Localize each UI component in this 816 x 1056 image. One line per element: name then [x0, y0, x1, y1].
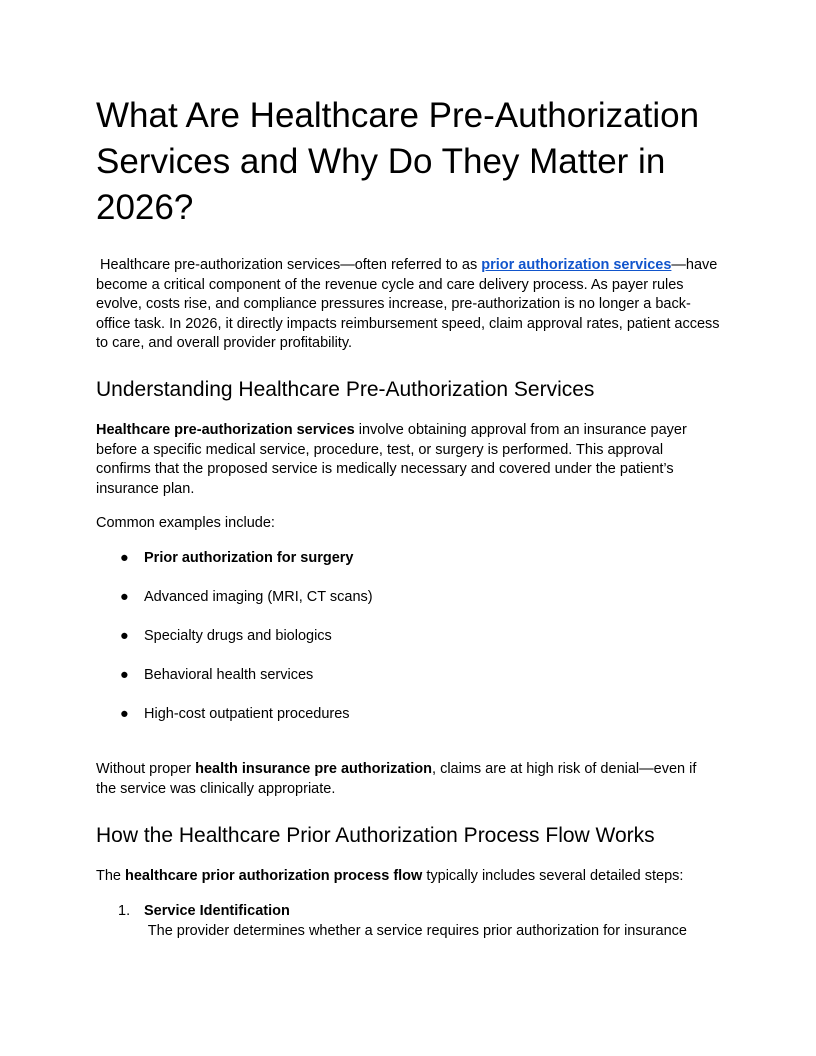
- examples-list: [96, 549, 696, 744]
- list-item: [96, 627, 696, 666]
- intro-text-after-link: —have become a critical component of the revenue cycle and care delivery process. As payer rules evolve, costs rise, and compliance pressures increase, pre-authorization is no longer a back-office task. In 2026, it directly impacts reimbursement speed, claim approval rates, patient access to care, and overall provider profitability.: [96, 257, 720, 351]
- definition-term: Healthcare pre-authorization services: [96, 422, 355, 438]
- list-item-text: Prior authorization for surgery: [144, 550, 354, 566]
- bullet-icon: ●: [120, 589, 129, 605]
- process-intro-after: typically includes several detailed steps:: [422, 868, 684, 884]
- list-item-text: Advanced imaging (MRI, CT scans): [144, 589, 373, 605]
- prior-authorization-services-link[interactable]: prior authorization services: [481, 257, 672, 273]
- section-heading-process-flow: How the Healthcare Prior Authorization Process Flow Works: [96, 824, 655, 847]
- denial-risk-paragraph: [96, 760, 720, 799]
- definition-paragraph: [96, 421, 720, 499]
- examples-intro: Common examples include:: [96, 515, 275, 531]
- document-title: What Are Healthcare Pre-Authorization Services and Why Do They Matter in 2026?: [96, 96, 700, 227]
- list-item-text: Behavioral health services: [144, 667, 314, 683]
- list-item: [96, 666, 696, 705]
- bullet-icon: ●: [120, 667, 129, 683]
- process-intro-term: healthcare prior authorization process flow: [125, 868, 423, 884]
- step-title: Service Identification: [144, 903, 290, 919]
- step-number: 1.: [118, 903, 131, 919]
- bullet-icon: ●: [120, 706, 129, 722]
- denial-risk-text-before: Without proper: [96, 761, 196, 777]
- bullet-icon: ●: [120, 628, 129, 644]
- list-item-text: Specialty drugs and biologics: [144, 628, 332, 644]
- definition-text: involve obtaining approval from an insurance payer before a specific medical service, procedure, test, or surgery is performed. This approval confirms that the proposed service is medically necessary and covered under the patient’s insurance plan.: [96, 422, 687, 497]
- list-item: [96, 588, 696, 627]
- list-item-text: High-cost outpatient procedures: [144, 706, 350, 722]
- step-description: The provider determines whether a service requires prior authorization for insurance: [144, 923, 687, 939]
- process-intro-before: The: [96, 868, 126, 884]
- section-heading-understanding: Understanding Healthcare Pre-Authorization Services: [96, 378, 595, 401]
- list-item: [96, 705, 696, 744]
- denial-risk-term: health insurance pre authorization: [195, 761, 433, 777]
- denial-risk-text-after: , claims are at high risk of denial—even if the service was clinically appropriate.: [96, 761, 697, 797]
- process-intro-paragraph: [96, 867, 683, 887]
- intro-paragraph: [96, 256, 720, 354]
- list-item: [96, 549, 696, 588]
- intro-text-before-link: Healthcare pre-authorization services—often referred to as: [96, 257, 482, 273]
- bullet-icon: ●: [120, 550, 129, 566]
